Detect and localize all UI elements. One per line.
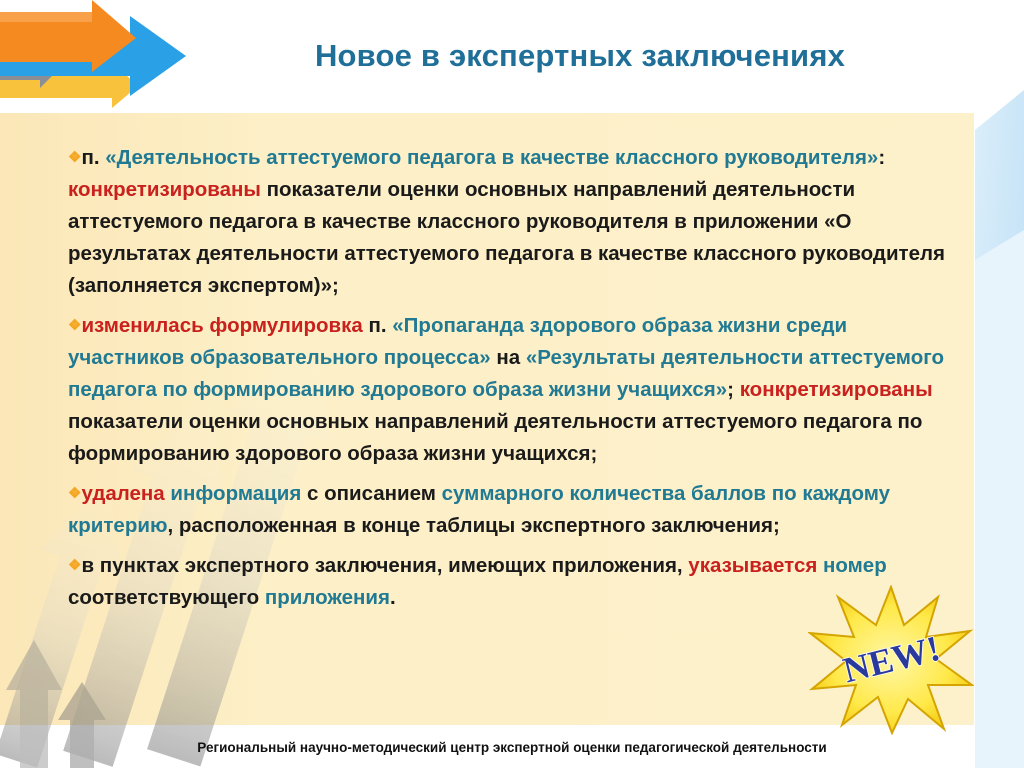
diamond-bullet-icon: ❖ [68, 485, 82, 502]
text-segment: , расположенная в конце таблицы экспертного заключения; [167, 514, 780, 537]
text-segment: «Деятельность аттестуемого педагога в качестве классного руководителя» [105, 146, 879, 169]
text-segment: номер [817, 554, 887, 577]
text-segment: суммарного количества баллов по каждому критерию [68, 482, 891, 537]
diamond-bullet-icon: ❖ [68, 149, 82, 166]
text-segment: п. [81, 146, 106, 169]
right-blue-band-light [975, 230, 1024, 768]
text-segment: «Результаты деятельности аттестуемого педагога по формированию здорового образа жизни учащихся» [68, 346, 945, 401]
footer-text: Региональный научно-методический центр экспертной оценки педагогической деятельности [197, 740, 827, 755]
content-body [68, 142, 960, 622]
page-title: Новое в экспертных заключениях [314, 38, 846, 73]
text-segment: информация [164, 482, 302, 505]
text-segment: приложения [264, 586, 390, 609]
diamond-bullet-icon: ❖ [68, 557, 82, 574]
header-arrows-logo [0, 0, 186, 108]
diamond-bullet-icon: ❖ [68, 317, 82, 334]
text-segment: с описанием [301, 482, 442, 505]
bullet-paragraph [68, 310, 960, 470]
badge-text: NEW! [839, 627, 944, 691]
text-segment: «Пропаганда здорового образа жизни среди участников образовательного процесса» [68, 314, 848, 369]
text-segment: . [389, 586, 396, 609]
text-segment: соответствующего [68, 586, 265, 609]
text-segment: : [878, 146, 886, 169]
text-segment: конкретизированы [68, 178, 261, 201]
text-segment: ; [727, 378, 740, 401]
text-segment: изменилась формулировка [81, 314, 363, 337]
bullet-paragraph [68, 142, 960, 302]
bullet-paragraph [68, 478, 960, 542]
text-segment: в пунктах экспертного заключения, имеющих приложения, [81, 554, 689, 577]
text-segment: п. [362, 314, 393, 337]
new-badge [808, 585, 974, 735]
text-segment: удалена [81, 482, 165, 505]
text-segment: конкретизированы [739, 378, 933, 401]
text-segment: показатели оценки основных направлений деятельности аттестуемого педагога в качестве классного руководителя в приложении «О результатах деятельности аттестуемого педагога в качестве классного руководителя (заполняется экспертом)»; [68, 178, 945, 297]
text-segment: на [490, 346, 526, 369]
text-segment: указывается [688, 554, 818, 577]
text-segment: показатели оценки основных направлений деятельности аттестуемого педагога по формированию здорового образа жизни учащихся; [68, 410, 923, 465]
